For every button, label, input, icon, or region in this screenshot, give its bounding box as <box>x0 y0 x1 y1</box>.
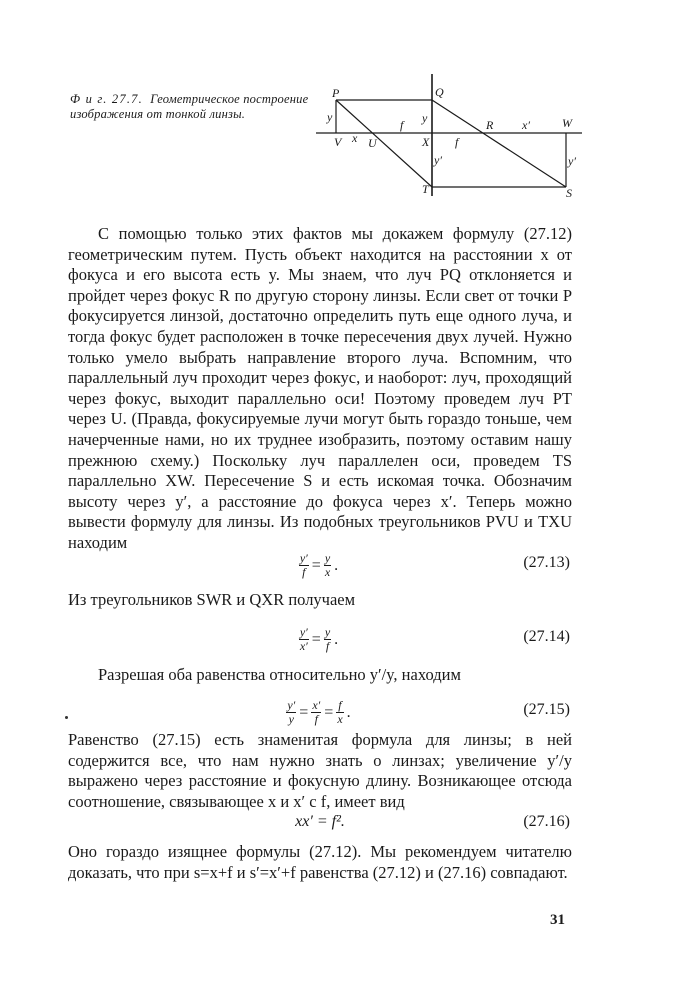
paragraph-4: Равенство (27.15) есть знаменитая формула для линзы; в ней содержится все, что нам нужно знать о линзах; увеличение y′/y выражено через расстояние и фокусную длину. Возникающее отсюда соотношение, связывающее x и x′ с f, имеет вид <box>68 730 572 811</box>
figure-label: Ф и г. 27.7. <box>70 92 143 106</box>
label-x-prime: x′ <box>522 118 530 132</box>
label-P: P <box>332 86 340 100</box>
label-f-bottom: f <box>455 135 459 149</box>
paragraph-3: Разрешая оба равенства относительно y′/y, находим <box>98 665 461 684</box>
equation-27-16: xx′ = f². (27.16) <box>295 813 570 830</box>
equation-number: (27.15) <box>523 701 570 718</box>
print-speck <box>65 716 68 719</box>
figure-caption-text: Геометрическое построение изображения от тонкой линзы. <box>70 92 309 121</box>
lens-diagram <box>310 72 590 207</box>
label-y-prime-right: y′ <box>568 154 576 168</box>
label-S: S <box>566 186 572 200</box>
label-y-mid: y <box>422 111 428 125</box>
equation-number: (27.13) <box>523 554 570 571</box>
figure-caption <box>70 92 310 122</box>
label-W: W <box>562 116 572 130</box>
equation-number: (27.16) <box>523 813 570 830</box>
ray-pt <box>336 100 432 187</box>
page-number: 31 <box>550 912 565 928</box>
paragraph-5: Оно гораздо изящнее формулы (27.12). Мы рекомендуем читателю доказать, что при s=x+f и s′=x′+f равенства (27.12) и (27.16) совпадают. <box>68 842 572 882</box>
label-y-prime-mid: y′ <box>434 153 442 167</box>
label-U: U <box>368 136 377 150</box>
label-X: X <box>422 135 430 149</box>
equation-number: (27.14) <box>523 628 570 645</box>
label-T: T <box>422 182 429 196</box>
label-f-top: f <box>400 118 404 132</box>
paragraph-1: С помощью только этих фактов мы докажем формулу (27.12) геометрическим путем. Пусть объект находится на расстоянии x от фокуса и его высота есть y. Мы знаем, что луч PQ отклоняется и пройдет через фокус R по другую сторону линзы. Если свет от точки P фокусируется линзой, достаточно определить путь еще одного луча, и тогда фокус будет расположен в точке пересечения двух лучей. Нужно только умело выбрать направление второго луча. Вспомним, что параллельный луч проходит через фокус, и наоборот: луч, проходящий через фокус, выходит параллельно оси! Поэтому проведем луч PT через U. (Правда, фокусируемые лучи могут быть гораздо тоньше, чем начерченные нами, но их труднее изобразить, поэтому оставим нашу прежнюю схему.) Поскольку луч параллелен оси, проведем TS параллельно XW. Пересечение S и есть искомая точка. Обозначим высоту через y′, а расстояние до фокуса через x′. Теперь можно вывести формулу для линзы. Из подобных треугольников PVU и TXU находим <box>68 224 572 552</box>
equation-27-15: $\frac{y'}{y}$ = $\frac{x'}{f}$ = $\frac{f}{x}$ . (27.15) <box>287 698 570 726</box>
ray-qs <box>432 100 566 187</box>
equation-27-14: $\frac{y'}{x'}$ = $\frac{y}{f}$ . (27.14) <box>299 625 570 653</box>
label-x-small: x <box>352 131 358 145</box>
label-V: V <box>334 135 342 149</box>
label-R: R <box>486 118 494 132</box>
label-Q: Q <box>435 85 444 99</box>
label-y-left: y <box>327 110 333 124</box>
paragraph-2: Из треугольников SWR и QXR получаем <box>68 590 356 609</box>
equation-27-13: $\frac{y'}{f}$ = $\frac{y}{x}$ . (27.13) <box>299 551 570 579</box>
